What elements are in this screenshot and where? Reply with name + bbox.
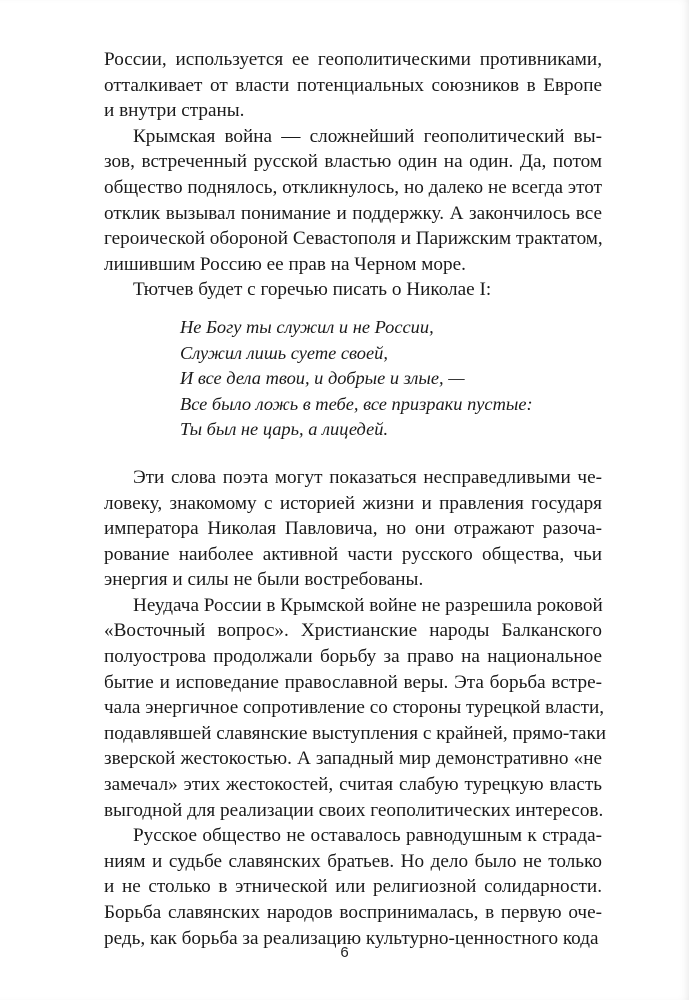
text-line: ловеку, знакомому с историей жизни и правления государя — [104, 492, 602, 514]
text-line: энергия и силы не были востребованы. — [104, 569, 424, 591]
paragraph — [104, 124, 602, 278]
text-line: Борьба славянских народов воспринималась, в первую оче- — [104, 902, 602, 923]
text-line: отталкивает от власти потенциальных союзников в Европе — [104, 74, 602, 96]
text-line: и не столько в этнической или религиозной солидарности. — [104, 876, 602, 898]
text-line: зов, встреченный русской властью один на один. Да, потом — [104, 151, 602, 173]
poem-line: И все дела твои, и добрые и злые, — — [180, 368, 465, 389]
page-text — [104, 47, 607, 951]
text-line: подавлявшей славянские выступления с крайней, прямо-таки — [104, 722, 607, 744]
page-number: 6 — [340, 944, 349, 961]
text-line: полуострова продолжали борьбу за право на национальное — [104, 646, 602, 668]
text-line: Тютчев будет с горечью писать о Николае I: — [133, 279, 492, 301]
text-line: Крымская война — сложнейший геополитический вы- — [133, 125, 602, 147]
text-line: чала энергичное сопротивление со стороны турецкой власти, — [104, 697, 605, 719]
text-line: редь, как борьба за реализацию культурно-ценностного кода — [104, 927, 599, 949]
paragraph — [104, 465, 602, 593]
text-line: Русское общество не оставалось равнодушным к страда- — [133, 825, 602, 847]
text-line: бытие и исповедание православной веры. Эта борьба встре- — [104, 671, 602, 693]
text-line: России, используется ее геополитическими противниками, — [104, 49, 602, 70]
paragraph — [104, 47, 602, 124]
paragraph — [104, 593, 607, 823]
text-line: героической обороной Севастополя и Парижским трактатом, — [104, 228, 603, 250]
text-line: и внутри страны. — [104, 100, 245, 122]
paragraph — [104, 277, 602, 303]
text-line: зверской жестокостью. А западный мир демонстративно «не — [104, 748, 602, 770]
text-line: отклик вызывал понимание и поддержку. А закончилось все — [104, 202, 602, 224]
text-line: «Восточный вопрос». Христианские народы Балканского — [104, 620, 602, 642]
text-line: рование наиболее активной части русского общества, чьи — [104, 543, 602, 565]
text-line: Неудача России в Крымской войне не разрешила роковой — [133, 594, 603, 616]
text-line: замечал» этих жестокостей, считая слабую турецкую власть — [104, 774, 602, 796]
text-line: Эти слова поэта могут показаться несправедливыми че- — [133, 466, 602, 488]
text-after-poem — [104, 465, 607, 951]
text-line: общество поднялось, откликнулось, но далеко не всегда этот — [104, 176, 602, 198]
poem-line: Не Богу ты служил и не России, — [180, 316, 434, 337]
text-line: выгодной для реализации своих геополитических интересов. — [104, 799, 604, 821]
poem-line: Все было ложь в тебе, все призраки пустые: — [180, 393, 533, 414]
poem-quote — [104, 315, 602, 443]
text-line: императора Николая Павловича, но они отражают разоча- — [104, 518, 602, 540]
text-before-poem — [104, 47, 602, 303]
text-line: ниям и судьбе славянских братьев. Но дело было не только — [104, 850, 602, 872]
paragraph — [104, 823, 602, 951]
poem-line: Служил лишь суете своей, — [180, 342, 388, 363]
text-line: лишившим Россию ее прав на Черном море. — [104, 253, 466, 275]
poem-line: Ты был не царь, а лицедей. — [180, 419, 389, 440]
